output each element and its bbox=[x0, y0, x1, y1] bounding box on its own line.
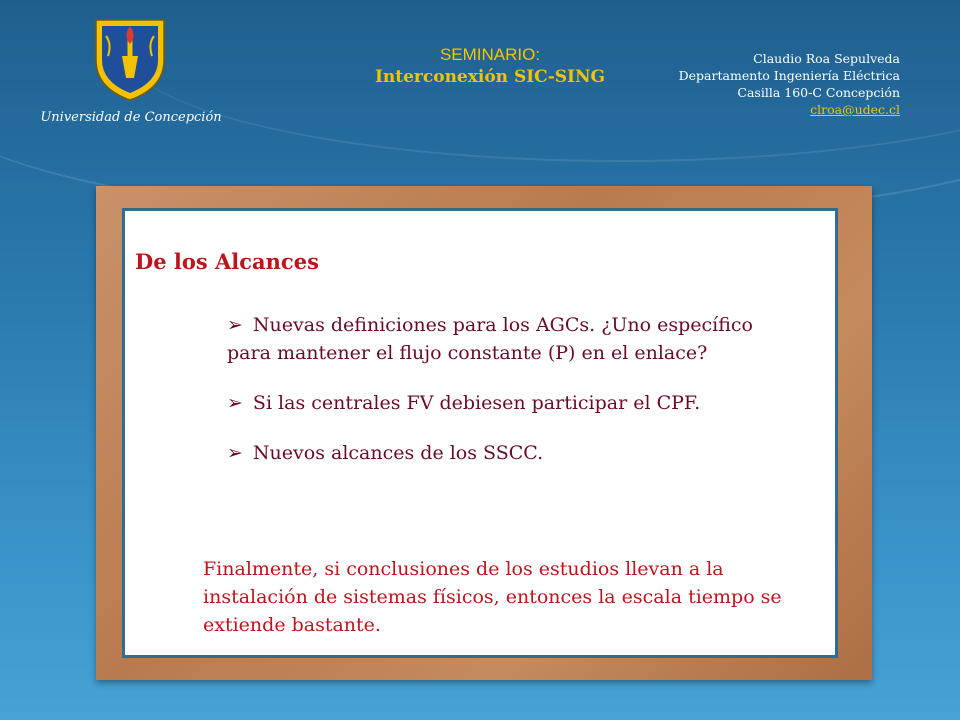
bullet-text: Nuevos alcances de los SSCC. bbox=[252, 442, 544, 464]
seminar-title bbox=[340, 44, 640, 88]
seminar-topic: Interconexión SIC-SING bbox=[374, 67, 606, 87]
wooden-frame bbox=[96, 186, 872, 680]
author-name: Claudio Roa Sepulveda bbox=[753, 51, 900, 66]
arrow-bullet-icon: ➢ bbox=[227, 442, 243, 464]
conclusion-text: Finalmente, si conclusiones de los estudios llevan a la instalación de sistemas físicos, entonces la escala tiempo se extiende bastante. bbox=[203, 558, 782, 636]
author-address: Casilla 160-C Concepción bbox=[737, 85, 900, 100]
slide-heading: De los Alcances bbox=[135, 249, 319, 274]
university-shield-logo bbox=[92, 16, 168, 102]
bullet-item bbox=[227, 311, 787, 367]
bullet-item bbox=[227, 439, 787, 467]
content-board bbox=[122, 208, 838, 658]
bullet-text: Nuevas definiciones para los AGCs. ¿Uno específico para mantener el flujo constante (P) en el enlace? bbox=[227, 314, 753, 364]
arrow-bullet-icon: ➢ bbox=[227, 392, 243, 414]
bullet-item bbox=[227, 389, 787, 417]
university-name: Universidad de Concepción bbox=[40, 110, 222, 125]
bullet-text: Si las centrales FV debiesen participar el CPF. bbox=[252, 392, 701, 414]
author-department: Departamento Ingeniería Eléctrica bbox=[678, 68, 900, 83]
author-email-link[interactable]: clroa@udec.cl bbox=[810, 102, 900, 117]
arrow-bullet-icon: ➢ bbox=[227, 314, 243, 336]
author-block bbox=[679, 50, 900, 118]
bullet-list bbox=[227, 311, 787, 489]
seminar-label: SEMINARIO: bbox=[439, 45, 541, 64]
